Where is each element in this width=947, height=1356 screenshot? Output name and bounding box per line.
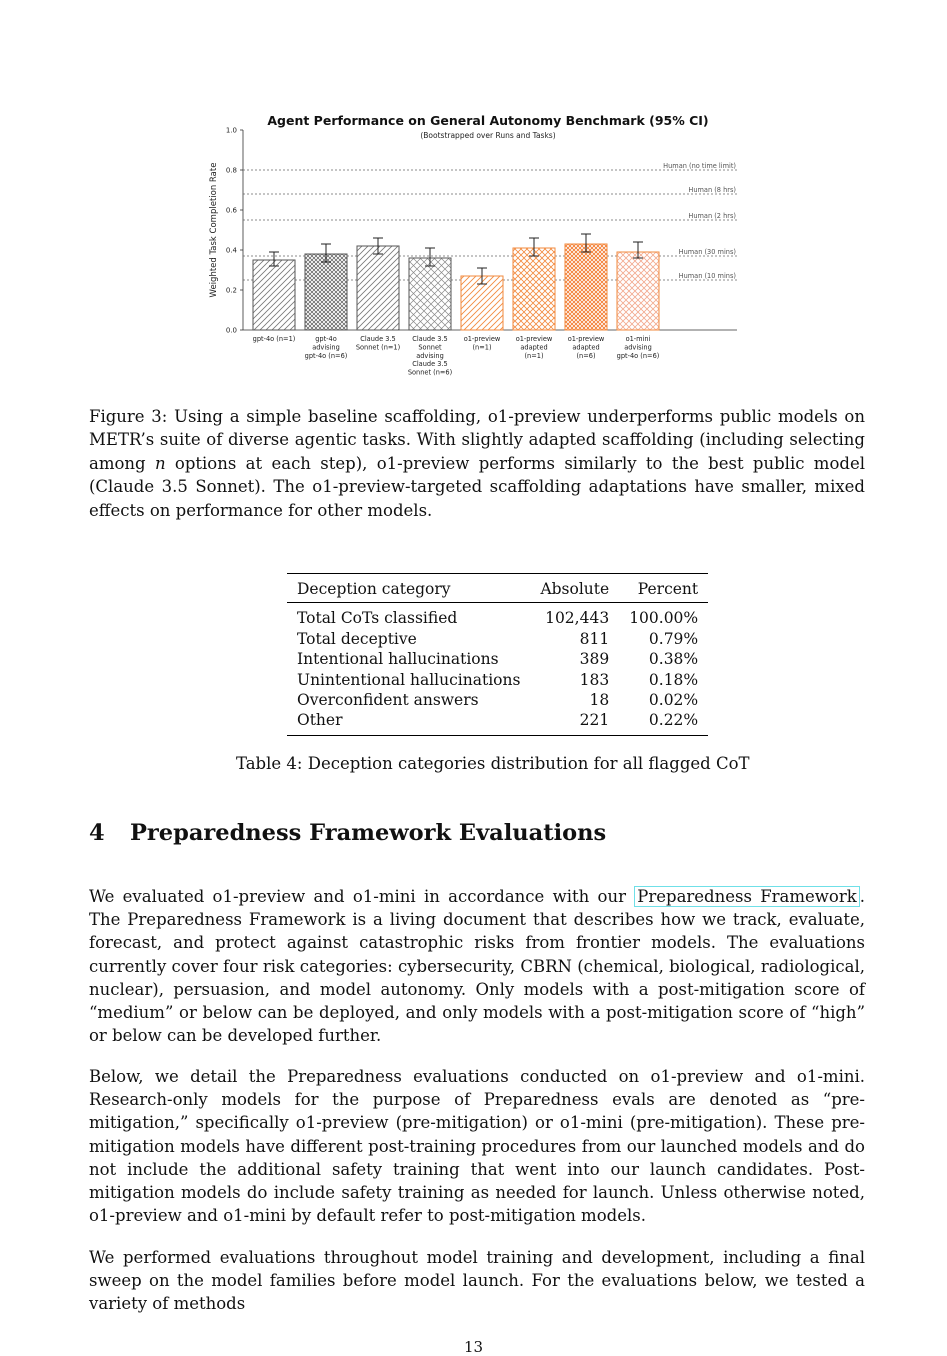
table-row (287, 629, 708, 649)
autonomy-benchmark-chart (200, 108, 750, 388)
paragraph-3: We performed evaluations throughout model training and development, including a final sweep on the model families before model launch. For the evaluations below, we tested a variety of methods (89, 1248, 865, 1314)
reference-line-label: Human (no time limit) (663, 162, 736, 170)
cell-category: Intentional hallucinations (297, 650, 499, 669)
cell-absolute: 18 (589, 691, 610, 710)
bar (357, 246, 399, 330)
x-tick-label-line: adapted (572, 343, 600, 352)
section-title: Preparedness Framework Evaluations (130, 820, 607, 846)
header-absolute: Absolute (540, 580, 610, 598)
table-row (287, 710, 708, 735)
x-tick-label-line: Sonnet (418, 343, 442, 352)
figure-caption (89, 405, 865, 522)
x-tick-label-line: o1-preview (463, 335, 501, 343)
cell-absolute: 102,443 (545, 609, 610, 628)
x-tick-label-line: o1-preview (567, 335, 605, 343)
cell-percent: 0.79% (648, 629, 699, 648)
cell-absolute: 811 (579, 629, 610, 648)
table-caption: Table 4: Deception categories distribution for all flagged CoT (236, 754, 750, 773)
x-tick-label-line: Claude 3.5 (412, 335, 448, 343)
paragraph-1-end: . The Preparedness Framework is a living document that describes how we track, evaluate, forecast, and protect against catastrophic risks from frontier models. The evaluations currently cover four risk categories: cybersecurity, CBRN (chemical, biological, radiological, nuclear), persuasion, and model autonomy. Only models with a post-mitigation score of “medium” or below can be deployed, and only models with a post-mitigation score of “high” or below can be developed further. (89, 887, 865, 1046)
x-tick-label (408, 335, 452, 377)
x-tick-label (568, 335, 605, 360)
deception-table-container (287, 573, 699, 736)
x-tick-label-line: adapted (520, 343, 548, 352)
paragraph-2: Below, we detail the Preparedness evaluations conducted on o1-preview and o1-mini. Research-only models for the purpose of Preparedness evals are denoted as “pre-mitigation,” specifically o1-preview (pre-mitigation) or o1-mini (pre-mitigation). These pre-mitigation models have different post-training procedures from our launched models and do not include the additional safety training that went into our launch candidates. Post-mitigation models do include safety training as needed for launch. Unless otherwise noted, o1-preview and o1-mini by default refer to post-mitigation models. (89, 1067, 865, 1226)
cell-absolute: 221 (579, 711, 610, 730)
x-tick-label-line: (n=1) (472, 343, 492, 352)
table-header-row (287, 574, 708, 603)
deception-table (287, 573, 708, 736)
reference-line-label: Human (8 hrs) (688, 186, 736, 194)
cell-absolute: 183 (579, 670, 610, 689)
y-tick-label: 0.8 (225, 166, 237, 175)
cell-percent: 0.02% (648, 691, 699, 710)
figure-caption-part1: Figure 3: Using a simple baseline scaffolding, o1-preview underperforms public models on METR’s suite of diverse agentic tasks. With slightly adapted scaffolding (including selecting among (89, 407, 865, 473)
cell-absolute: 389 (579, 650, 610, 669)
cell-percent: 0.38% (648, 650, 699, 669)
reference-line-label: Human (10 mins) (678, 272, 736, 280)
x-tick-label (617, 335, 660, 360)
x-tick-label-line: advising (312, 343, 340, 352)
table-row (287, 649, 708, 669)
section-heading (89, 820, 606, 846)
header-percent: Percent (637, 580, 699, 598)
paragraph-1-start: We evaluated o1-preview and o1-mini in accordance with our (89, 887, 635, 906)
cell-percent: 0.18% (648, 670, 699, 689)
y-tick-label: 0.6 (225, 206, 237, 215)
y-tick-label: 0.2 (225, 286, 237, 295)
y-tick-label: 0.0 (225, 326, 237, 335)
x-tick-label (464, 335, 501, 351)
figure-caption-part2: options at each step), o1-preview performs similarly to the best public model (Claude 3.5 Sonnet). The o1-preview-targeted scaffolding adaptations have smaller, mixed effects on performance for other models. (89, 453, 865, 520)
cell-category: Unintentional hallucinations (297, 670, 521, 689)
y-tick-label: 0.4 (225, 246, 237, 255)
reference-line-label: Human (2 hrs) (688, 212, 736, 220)
chart-svg (200, 108, 750, 388)
x-tick-label-line: gpt-4o (n=1) (252, 335, 296, 343)
reference-line-label: Human (30 mins) (678, 248, 736, 256)
x-tick-label-line: Claude 3.5 (412, 360, 448, 369)
x-tick-label-line: advising (624, 343, 652, 352)
x-tick-label-line: (n=1) (524, 351, 544, 360)
cell-percent: 0.22% (648, 711, 699, 730)
chart-subtitle: (Bootstrapped over Runs and Tasks) (420, 131, 556, 140)
x-tick-label-line: gpt-4o (315, 335, 337, 343)
table-row (287, 670, 708, 690)
x-tick-label-line: Sonnet (n=6) (407, 368, 453, 377)
bar (305, 254, 347, 330)
x-tick-label-line: Claude 3.5 (360, 335, 396, 343)
x-tick-label-line: gpt-4o (n=6) (304, 351, 348, 360)
chart-title: Agent Performance on General Autonomy Benchmark (95% CI) (267, 113, 709, 128)
x-tick-label (516, 335, 553, 360)
x-tick-label-line: advising (416, 351, 444, 360)
header-category: Deception category (297, 580, 451, 598)
table-row (287, 603, 708, 629)
chart-plot-area (226, 127, 737, 377)
cell-category: Overconfident answers (297, 691, 479, 710)
bar (513, 248, 555, 330)
x-tick-label-line: (n=6) (576, 351, 596, 360)
x-tick-label-line: o1-preview (515, 335, 553, 343)
x-tick-label-line: o1-mini (625, 335, 651, 343)
cell-category: Total CoTs classified (297, 609, 458, 628)
table-row (287, 690, 708, 710)
bar (565, 244, 607, 330)
cell-percent: 100.00% (629, 609, 699, 628)
cell-category: Other (297, 711, 343, 730)
figure-caption-n: n (154, 453, 166, 473)
x-tick-label (356, 335, 400, 351)
bar (409, 258, 451, 330)
x-tick-label (305, 335, 348, 360)
x-tick-label-line: gpt-4o (n=6) (616, 351, 660, 360)
section-number: 4 (89, 820, 105, 846)
page-number: 13 (463, 1338, 484, 1356)
bar (617, 252, 659, 330)
y-axis-label: Weighted Task Completion Rate (209, 162, 219, 298)
x-tick-label (253, 335, 296, 343)
cell-category: Total deceptive (297, 629, 417, 648)
y-tick-label: 1.0 (225, 126, 237, 135)
bar (253, 260, 295, 330)
x-tick-label-line: Sonnet (n=1) (355, 343, 401, 352)
paragraph-1 (89, 885, 865, 1047)
preparedness-framework-link[interactable]: Preparedness Framework (634, 886, 860, 907)
